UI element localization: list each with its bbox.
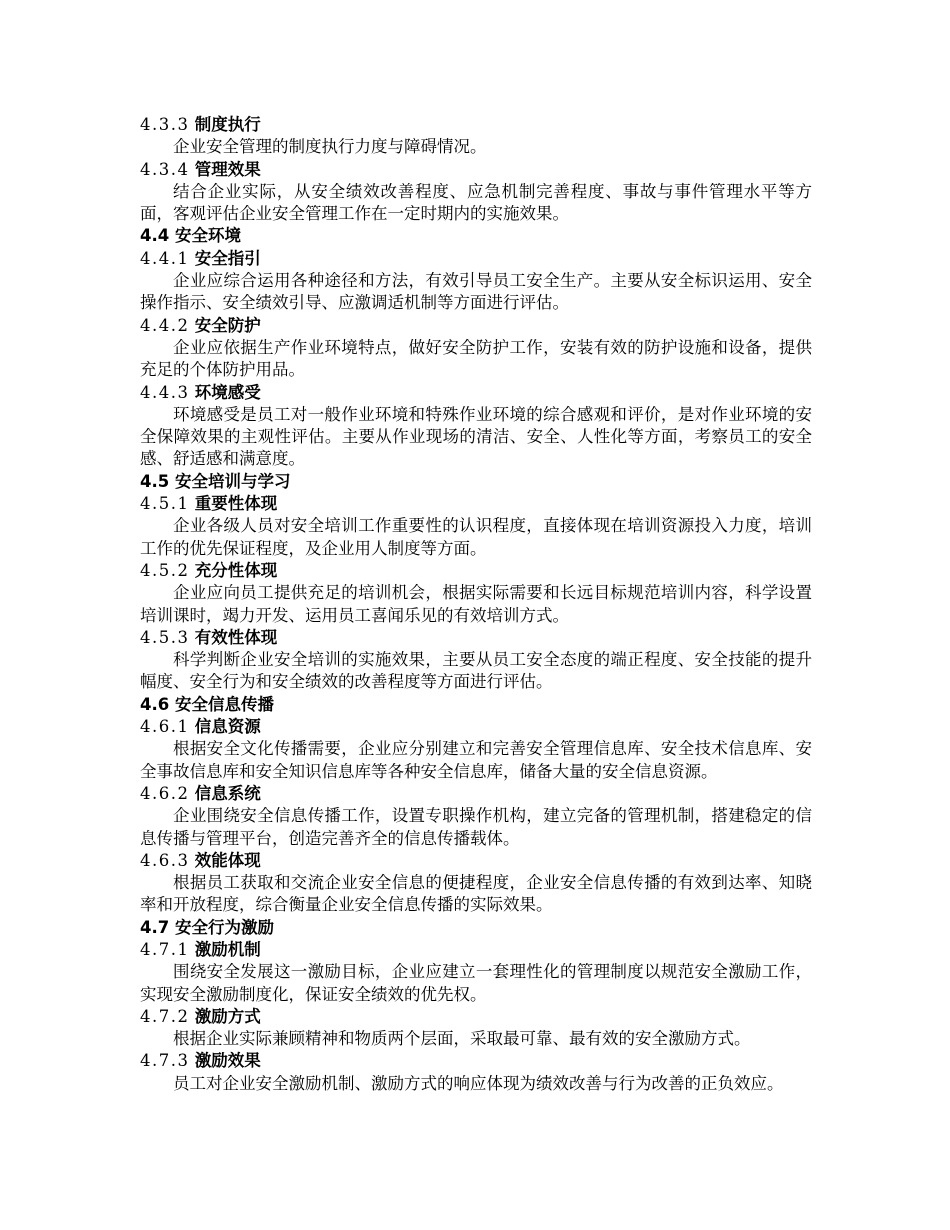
section-heading: 4.4 安全环境 <box>140 226 241 246</box>
subsection-number: 4.4.1 <box>140 248 190 268</box>
subsection-number: 4.6.2 <box>140 783 190 803</box>
subsection-title: 制度执行 <box>194 115 261 134</box>
subsection-title: 管理效果 <box>194 159 261 179</box>
subsection-title: 信息资源 <box>194 717 261 737</box>
body-paragraph: 根据员工获取和交流企业安全信息的便捷程度，企业安全信息传播的有效到达率、知晓率和开放程度，综合衡量企业安全信息传播的实际效果。 <box>140 873 812 915</box>
subsection-title: 环境感受 <box>194 382 261 402</box>
subsection-title: 效能体现 <box>194 850 261 870</box>
subsection-heading <box>140 850 812 872</box>
subsection-number: 4.6.3 <box>140 850 190 870</box>
body-paragraph: 企业应综合运用各种途径和方法，有效引导员工安全生产。主要从安全标识运用、安全操作指示、安全绩效引导、应激调适机制等方面进行评估。 <box>140 271 812 313</box>
body-paragraph: 结合企业实际，从安全绩效改善程度、应急机制完善程度、事故与事件管理水平等方面，客观评估企业安全管理工作在一定时期内的实施效果。 <box>140 181 812 224</box>
subsection-number: 4.4.2 <box>140 315 190 335</box>
subsection-heading <box>140 627 812 649</box>
section-heading: 4.7 安全行为激励 <box>140 917 274 937</box>
subsection-heading <box>140 248 812 270</box>
subsection-title: 激励机制 <box>194 939 261 959</box>
body-paragraph: 环境感受是员工对一般作业环境和特殊作业环境的综合感观和评价，是对作业环境的安全保障效果的主观性评估。主要从作业现场的清洁、安全、人性化等方面，考察员工的安全感、舒适感和满意度。 <box>140 404 812 469</box>
subsection-heading <box>140 159 812 181</box>
subsection-number: 4.3.3 <box>140 115 190 134</box>
body-paragraph: 企业安全管理的制度执行力度与障碍情况。 <box>173 137 487 157</box>
subsection-number: 4.3.4 <box>140 159 190 179</box>
subsection-title: 充分性体现 <box>194 560 278 580</box>
subsection-title: 安全防护 <box>194 315 261 335</box>
subsection-heading <box>140 114 812 136</box>
subsection-number: 4.5.3 <box>140 627 190 647</box>
subsection-heading <box>140 783 812 805</box>
document-page <box>140 114 812 1095</box>
subsection-heading <box>140 1050 812 1072</box>
subsection-heading <box>140 716 812 738</box>
body-paragraph: 企业围绕安全信息传播工作，设置专职操作机构，建立完备的管理机制，搭建稳定的信息传播与管理平台，创造完善齐全的信息传播载体。 <box>140 806 812 848</box>
body-paragraph: 根据安全文化传播需要，企业应分别建立和完善安全管理信息库、安全技术信息库、安全事故信息库和安全知识信息库等各种安全信息库，储备大量的安全信息资源。 <box>140 739 812 781</box>
subsection-number: 4.7.3 <box>140 1051 190 1071</box>
subsection-title: 激励方式 <box>194 1006 261 1026</box>
subsection-number: 4.4.3 <box>140 382 190 402</box>
body-paragraph: 根据企业实际兼顾精神和物质两个层面，采取最可靠、最有效的安全激励方式。 <box>173 1029 751 1049</box>
section-heading: 4.6 安全信息传播 <box>140 694 274 714</box>
body-paragraph: 企业应向员工提供充足的培训机会，根据实际需要和长远目标规范培训内容，科学设置培训课时，竭力开发、运用员工喜闻乐见的有效培训方式。 <box>140 583 812 625</box>
subsection-title: 安全指引 <box>194 248 261 268</box>
subsection-number: 4.5.2 <box>140 560 190 580</box>
subsection-title: 有效性体现 <box>194 627 278 647</box>
subsection-heading <box>140 382 812 404</box>
subsection-number: 4.5.1 <box>140 494 190 514</box>
body-paragraph: 企业应依据生产作业环境特点，做好安全防护工作，安装有效的防护设施和设备，提供充足的个体防护用品。 <box>140 337 812 380</box>
subsection-number: 4.7.2 <box>140 1006 190 1026</box>
subsection-heading <box>140 315 812 337</box>
subsection-title: 信息系统 <box>194 783 261 803</box>
subsection-title: 激励效果 <box>194 1051 261 1071</box>
subsection-heading <box>140 939 812 961</box>
section-heading: 4.5 安全培训与学习 <box>140 471 291 491</box>
subsection-heading <box>140 1006 812 1028</box>
subsection-number: 4.6.1 <box>140 717 190 737</box>
body-paragraph: 员工对企业安全激励机制、激励方式的响应体现为绩效改善与行为改善的正负效应。 <box>173 1073 784 1093</box>
body-paragraph: 围绕安全发展这一激励目标，企业应建立一套理性化的管理制度以规范安全激励工作，实现安全激励制度化，保证安全绩效的优先权。 <box>140 962 812 1004</box>
subsection-heading <box>140 493 812 515</box>
body-paragraph: 科学判断企业安全培训的实施效果，主要从员工安全态度的端正程度、安全技能的提升幅度、安全行为和安全绩效的改善程度等方面进行评估。 <box>140 650 812 692</box>
subsection-number: 4.7.1 <box>140 939 190 959</box>
subsection-title: 重要性体现 <box>194 494 278 514</box>
subsection-heading <box>140 560 812 582</box>
body-paragraph: 企业各级人员对安全培训工作重要性的认识程度，直接体现在培训资源投入力度，培训工作的优先保证程度，及企业用人制度等方面。 <box>140 516 812 558</box>
